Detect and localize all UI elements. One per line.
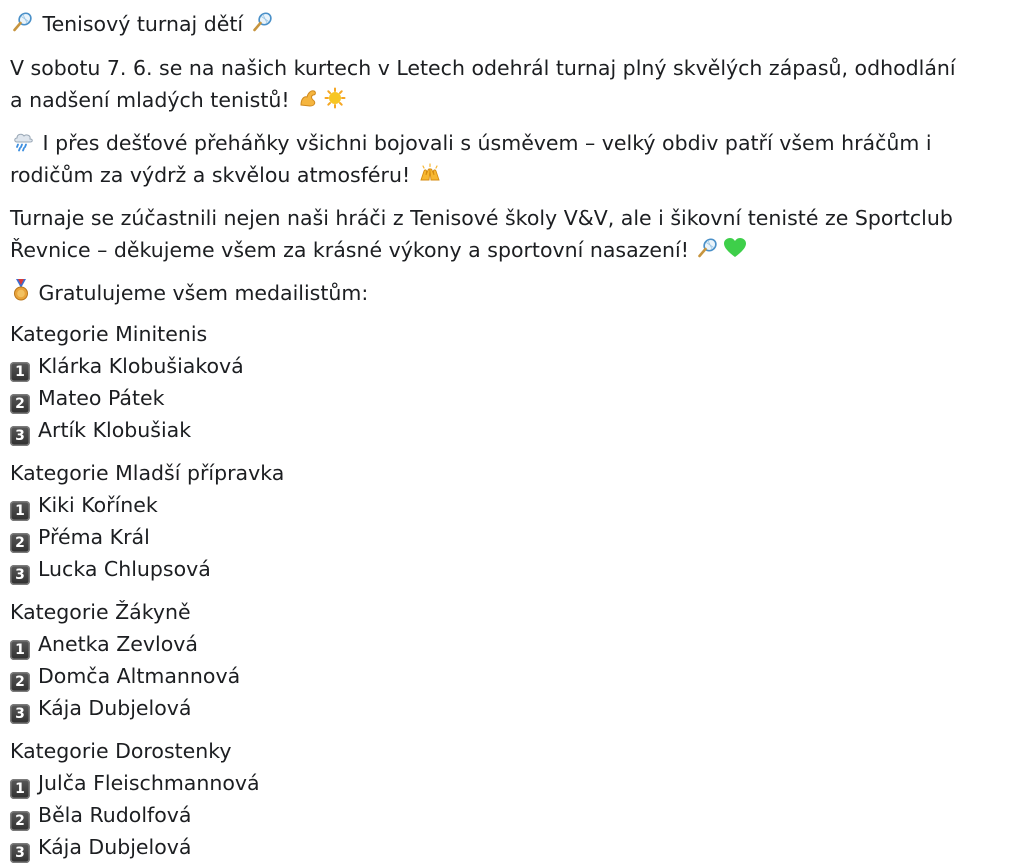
green-heart-icon — [723, 237, 747, 259]
paragraph-line — [10, 159, 1014, 191]
paragraph-line — [10, 234, 1014, 266]
post-title: Tenisový turnaj dětí — [42, 12, 244, 36]
paragraph-line: Turnaje se zúčastnili nejen naši hráči z Tenisové školy V&V, ale i šikovní tenisté ze Sportclub — [10, 206, 953, 230]
number-keycap-icon: 3 — [10, 704, 30, 724]
medalist-name: Kiki Kořínek — [38, 493, 158, 517]
medalist-name: Lucka Chlupsová — [38, 557, 211, 581]
paragraph-line — [10, 84, 1014, 116]
list-item — [10, 350, 1014, 382]
paragraph-text: I přes dešťové přeháňky všichni bojovali s úsměvem – velký obdiv patří všem hráčům i — [42, 131, 932, 155]
list-item — [10, 831, 1014, 863]
weather-paragraph — [10, 127, 1014, 191]
tennis-racket-icon — [697, 237, 719, 259]
number-keycap-icon: 2 — [10, 672, 30, 692]
intro-paragraph — [10, 52, 1014, 116]
paragraph-line: V sobotu 7. 6. se na našich kurtech v Letech odehrál turnaj plný skvělých zápasů, odhodlání — [10, 56, 956, 80]
paragraph-text: Řevnice – děkujeme všem za krásné výkony a sportovní nasazení! — [10, 238, 689, 262]
flexed-biceps-icon — [298, 87, 320, 109]
medalist-name: Anetka Zevlová — [38, 632, 198, 656]
medalist-name: Klárka Klobušiaková — [38, 354, 244, 378]
category-block — [10, 458, 1014, 585]
category-title: Kategorie Žákyně — [10, 600, 191, 624]
medalist-name: Julča Fleischmannová — [38, 771, 260, 795]
medalist-name: Přéma Král — [38, 525, 150, 549]
list-item — [10, 660, 1014, 692]
list-item — [10, 553, 1014, 585]
category-block — [10, 319, 1014, 446]
number-keycap-icon: 3 — [10, 426, 30, 446]
number-keycap-icon: 1 — [10, 362, 30, 382]
sun-icon — [324, 87, 346, 109]
medalist-name: Mateo Pátek — [38, 386, 165, 410]
paragraph-line — [10, 127, 1014, 159]
number-keycap-icon: 3 — [10, 843, 30, 863]
raised-hands-icon — [419, 162, 441, 184]
medalist-name: Artík Klobušiak — [38, 418, 192, 442]
rain-cloud-icon — [12, 130, 34, 152]
list-item — [10, 382, 1014, 414]
category-title: Kategorie Minitenis — [10, 322, 208, 346]
tennis-racket-icon — [12, 11, 34, 33]
medalists-list — [10, 319, 1014, 863]
number-keycap-icon: 1 — [10, 640, 30, 660]
list-item — [10, 799, 1014, 831]
category-title: Kategorie Dorostenky — [10, 739, 232, 763]
paragraph-text: rodičům za výdrž a skvělou atmosféru! — [10, 163, 411, 187]
list-item — [10, 628, 1014, 660]
tennis-racket-icon — [252, 11, 274, 33]
number-keycap-icon: 1 — [10, 501, 30, 521]
medalist-name: Kája Dubjelová — [38, 696, 192, 720]
number-keycap-icon: 2 — [10, 811, 30, 831]
category-title: Kategorie Mladší přípravka — [10, 461, 285, 485]
paragraph-text: a nadšení mladých tenistů! — [10, 88, 290, 112]
list-item — [10, 414, 1014, 446]
number-keycap-icon: 3 — [10, 565, 30, 585]
post-title-line — [10, 8, 1014, 40]
list-item — [10, 521, 1014, 553]
number-keycap-icon: 2 — [10, 394, 30, 414]
participants-paragraph — [10, 202, 1014, 266]
list-item — [10, 692, 1014, 724]
congrats-line — [10, 277, 1014, 309]
medal-icon — [12, 278, 30, 302]
list-item — [10, 489, 1014, 521]
medalist-name: Domča Altmannová — [38, 664, 241, 688]
medalist-name: Kája Dubjelová — [38, 835, 192, 859]
category-block — [10, 736, 1014, 863]
list-item — [10, 767, 1014, 799]
number-keycap-icon: 2 — [10, 533, 30, 553]
number-keycap-icon: 1 — [10, 779, 30, 799]
medalist-name: Běla Rudolfová — [38, 803, 192, 827]
congrats-text: Gratulujeme všem medailistům: — [38, 281, 369, 305]
category-block — [10, 597, 1014, 724]
